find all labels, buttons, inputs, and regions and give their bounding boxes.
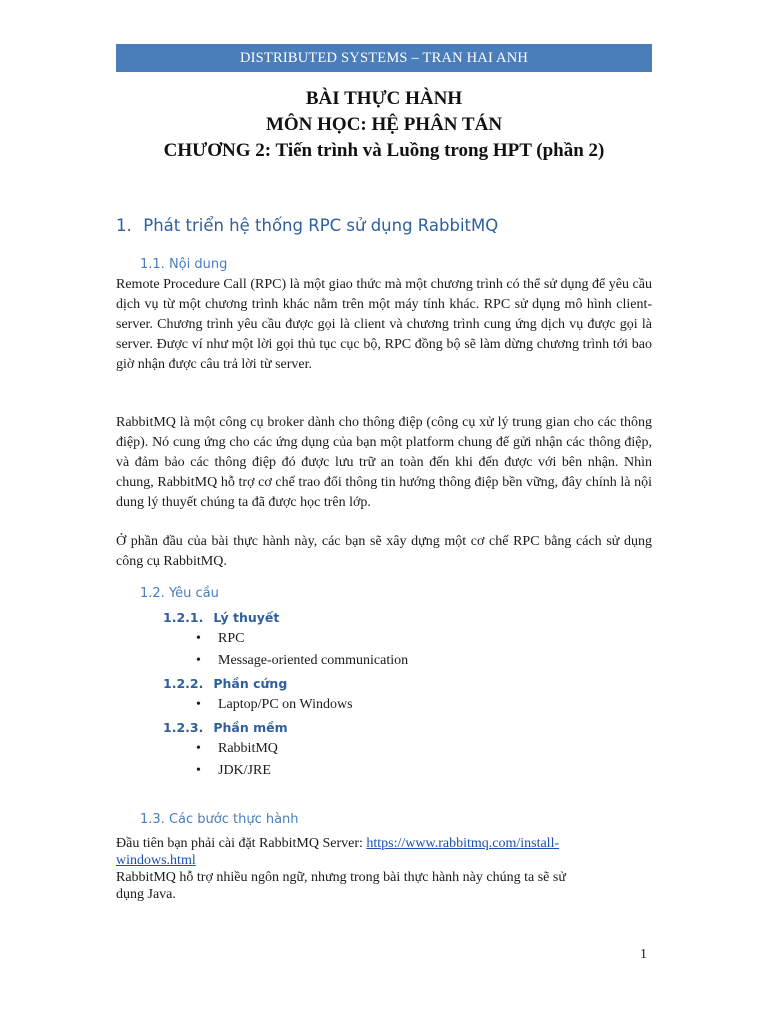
section-1-2-1-title: Lý thuyết [213,610,280,625]
section-1-2-3-number: 1.2.3. [163,720,204,735]
list-item [196,760,278,782]
section-1-2-3-heading [163,720,288,735]
list-item-text: RabbitMQ [218,741,278,756]
list-item-text: RPC [218,631,245,646]
bullet-icon: • [196,653,201,668]
section-1-2-heading: 1.2. Yêu cầu [140,586,219,601]
bullet-icon: • [196,741,201,756]
paragraph-rpc: Remote Procedure Call (RPC) là một giao thức mà một chương trình có thể sử dụng để yêu cầu dịch vụ từ một chương trình khác nằm trên một máy tính khác. RPC sử dụng mô hình client-server. Chương trình yêu cầu được gọi là client và chương trình cung ứng dịch vụ được gọi là server. Được ví như một lời gọi thủ tục cục bộ, RPC đồng bộ sẽ làm dừng chương trình tới bao giờ nhận được câu trả lời từ server. [116,277,652,372]
page-number: 1 [640,947,647,962]
list-item [196,628,408,650]
java-line-2: dụng Java. [116,887,176,902]
rabbitmq-install-link[interactable]: https://www.rabbitmq.com/install- [366,836,560,851]
section-1-2-1-heading [163,610,279,625]
section-1-1-heading: 1.1. Nội dung [140,257,228,272]
section-1-heading [116,216,652,235]
document-header-bar [116,44,652,72]
java-line-1: RabbitMQ hỗ trợ nhiều ngôn ngữ, nhưng trong bài thực hành này chúng ta sẽ sử [116,870,566,885]
section-1-2-1-number: 1.2.1. [163,610,204,625]
install-text: Đầu tiên bạn phải cài đặt RabbitMQ Server: [116,836,367,851]
section-1-2-3-title: Phần mềm [213,720,288,735]
hardware-list [196,694,353,716]
title-line-1: BÀI THỰC HÀNH [305,88,463,109]
list-item-text: JDK/JRE [218,763,271,778]
bullet-icon: • [196,631,201,646]
paragraph-intro: Ở phần đầu của bài thực hành này, các bạn sẽ xây dựng một cơ chế RPC bằng cách sử dụng công cụ RabbitMQ. [116,534,652,569]
header-text: DISTRIBUTED SYSTEMS – TRAN HAI ANH [239,49,529,66]
section-1-number: 1. [116,216,132,235]
document-title [116,86,652,164]
section-1-3-heading: 1.3. Các bước thực hành [140,812,299,827]
section-1-title: Phát triển hệ thống RPC sử dụng RabbitMQ [143,216,499,235]
title-line-2: MÔN HỌC: HỆ PHÂN TÁN [265,114,503,135]
list-item [196,650,408,672]
list-item-text: Message-oriented communication [218,653,409,668]
list-item [196,738,278,760]
theory-list [196,628,408,672]
section-1-2-2-title: Phần cứng [213,676,288,691]
section-1-2-2-heading [163,676,287,691]
list-item [196,694,353,716]
rabbitmq-install-link-continued[interactable]: windows.html [116,853,196,868]
java-paragraph [116,869,656,903]
list-item-text: Laptop/PC on Windows [218,697,353,712]
software-list [196,738,278,782]
install-paragraph [116,835,656,869]
paragraph-rabbitmq: RabbitMQ là một công cụ broker dành cho thông điệp (công cụ xử lý trung gian cho các thông điệp). Nó cung ứng cho các ứng dụng của bạn một platform chung để gửi nhận các thông điệp, và đảm bảo các thông điệp đó được lưu trữ an toàn đến khi đến được với bên nhận. Nhìn chung, RabbitMQ hỗ trợ cơ chế trao đổi thông tin hướng thông điệp bền vững, đây chính là nội dung lý thuyết chúng ta đã được học trên lớp. [116,415,652,510]
bullet-icon: • [196,763,201,778]
bullet-icon: • [196,697,201,712]
title-line-3: CHƯƠNG 2: Tiến trình và Luồng trong HPT (phần 2) [163,140,605,161]
section-1-2-2-number: 1.2.2. [163,676,204,691]
